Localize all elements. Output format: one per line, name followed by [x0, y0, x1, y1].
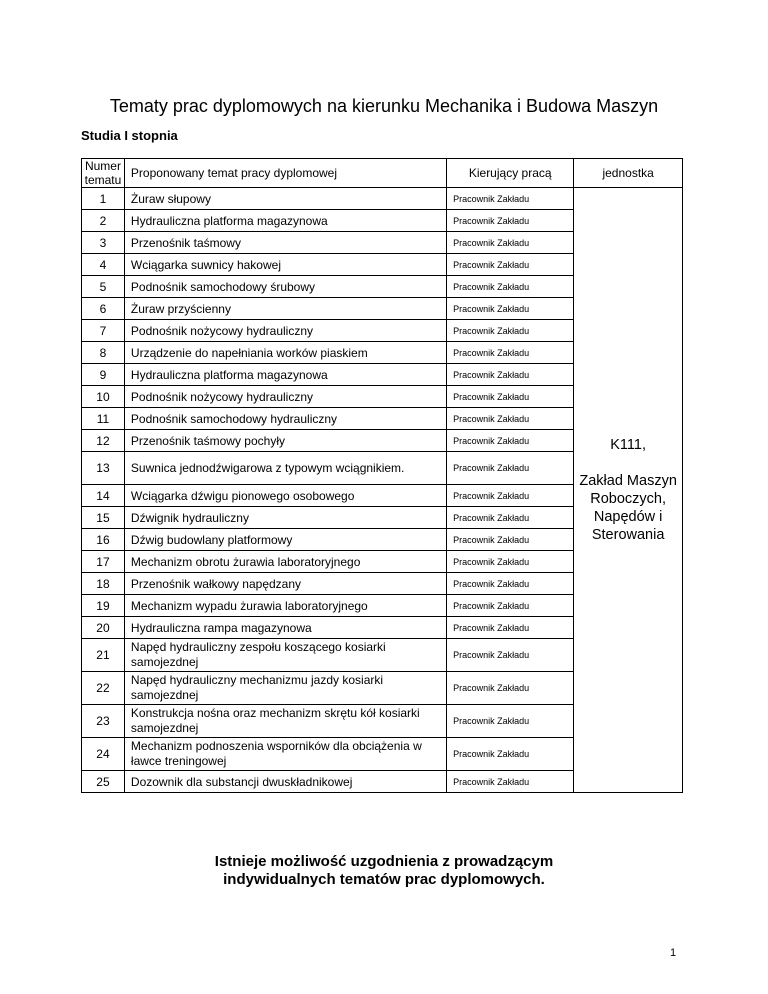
- row-topic: Mechanizm wypadu żurawia laboratoryjnego: [124, 595, 446, 617]
- row-supervisor: Pracownik Zakładu: [447, 430, 574, 452]
- page-title: Tematy prac dyplomowych na kierunku Mechanika i Budowa Maszyn: [109, 96, 659, 116]
- table-body: [82, 188, 683, 793]
- row-topic: Dozownik dla substancji dwuskładnikowej: [124, 771, 446, 793]
- row-number: 21: [82, 639, 125, 672]
- row-topic: Mechanizm podnoszenia wsporników dla obciążenia w ławce treningowej: [124, 738, 446, 771]
- row-topic: Dźwignik hydrauliczny: [124, 507, 446, 529]
- row-supervisor: Pracownik Zakładu: [447, 485, 574, 507]
- unit-name: Zakład Maszyn Roboczych, Napędów i Sterowania: [579, 473, 677, 543]
- row-topic: Żuraw przyścienny: [124, 298, 446, 320]
- row-topic: Mechanizm obrotu żurawia laboratoryjnego: [124, 551, 446, 573]
- row-topic: Podnośnik samochodowy hydrauliczny: [124, 408, 446, 430]
- unit-code: K111,: [610, 437, 647, 453]
- topics-table: [81, 158, 683, 793]
- row-number: 3: [82, 232, 125, 254]
- row-supervisor: Pracownik Zakładu: [447, 738, 574, 771]
- row-topic: Hydrauliczna platforma magazynowa: [124, 364, 446, 386]
- row-number: 8: [82, 342, 125, 364]
- row-topic: Podnośnik nożycowy hydrauliczny: [124, 320, 446, 342]
- row-number: 13: [82, 452, 125, 485]
- row-supervisor: Pracownik Zakładu: [447, 254, 574, 276]
- row-number: 14: [82, 485, 125, 507]
- row-supervisor: Pracownik Zakładu: [447, 617, 574, 639]
- row-supervisor: Pracownik Zakładu: [447, 188, 574, 210]
- header-unit: jednostka: [574, 159, 683, 188]
- row-topic: Przenośnik taśmowy: [124, 232, 446, 254]
- row-supervisor: Pracownik Zakładu: [447, 276, 574, 298]
- row-supervisor: Pracownik Zakładu: [447, 232, 574, 254]
- row-number: 17: [82, 551, 125, 573]
- row-topic: Napęd hydrauliczny zespołu koszącego kosiarki samojezdnej: [124, 639, 446, 672]
- row-topic: Napęd hydrauliczny mechanizmu jazdy kosiarki samojezdnej: [124, 672, 446, 705]
- row-supervisor: Pracownik Zakładu: [447, 210, 574, 232]
- row-number: 9: [82, 364, 125, 386]
- row-topic: Podnośnik samochodowy śrubowy: [124, 276, 446, 298]
- row-topic: Dźwig budowlany platformowy: [124, 529, 446, 551]
- row-number: 19: [82, 595, 125, 617]
- row-supervisor: Pracownik Zakładu: [447, 771, 574, 793]
- table-header-row: [82, 159, 683, 188]
- row-topic: Przenośnik taśmowy pochyły: [124, 430, 446, 452]
- row-number: 20: [82, 617, 125, 639]
- row-number: 11: [82, 408, 125, 430]
- row-supervisor: Pracownik Zakładu: [447, 408, 574, 430]
- row-number: 1: [82, 188, 125, 210]
- row-number: 6: [82, 298, 125, 320]
- row-topic: Urządzenie do napełniania worków piaskiem: [124, 342, 446, 364]
- row-number: 12: [82, 430, 125, 452]
- row-topic: Wciągarka dźwigu pionowego osobowego: [124, 485, 446, 507]
- table-row: [82, 188, 683, 210]
- row-supervisor: Pracownik Zakładu: [447, 639, 574, 672]
- row-supervisor: Pracownik Zakładu: [447, 452, 574, 485]
- row-topic: Przenośnik wałkowy napędzany: [124, 573, 446, 595]
- subtitle: Studia I stopnia: [81, 128, 178, 143]
- row-number: 5: [82, 276, 125, 298]
- header-topic: Proponowany temat pracy dyplomowej: [124, 159, 446, 188]
- row-supervisor: Pracownik Zakładu: [447, 507, 574, 529]
- header-supervisor: Kierujący pracą: [447, 159, 574, 188]
- row-number: 24: [82, 738, 125, 771]
- row-topic: Podnośnik nożycowy hydrauliczny: [124, 386, 446, 408]
- row-supervisor: Pracownik Zakładu: [447, 705, 574, 738]
- row-number: 4: [82, 254, 125, 276]
- note-text: Istnieje możliwość uzgodnienia z prowadzącym indywidualnych tematów prac dyplomowych.: [214, 853, 554, 888]
- row-number: 25: [82, 771, 125, 793]
- row-supervisor: Pracownik Zakładu: [447, 595, 574, 617]
- row-supervisor: Pracownik Zakładu: [447, 529, 574, 551]
- row-number: 2: [82, 210, 125, 232]
- footer-note: [0, 853, 768, 889]
- row-supervisor: Pracownik Zakładu: [447, 386, 574, 408]
- unit-cell: [574, 188, 683, 793]
- row-topic: Hydrauliczna platforma magazynowa: [124, 210, 446, 232]
- row-supervisor: Pracownik Zakładu: [447, 364, 574, 386]
- row-supervisor: Pracownik Zakładu: [447, 551, 574, 573]
- row-topic: Konstrukcja nośna oraz mechanizm skrętu kół kosiarki samojezdnej: [124, 705, 446, 738]
- row-supervisor: Pracownik Zakładu: [447, 672, 574, 705]
- row-topic: Hydrauliczna rampa magazynowa: [124, 617, 446, 639]
- row-supervisor: Pracownik Zakładu: [447, 573, 574, 595]
- page-number: 1: [670, 947, 677, 959]
- row-supervisor: Pracownik Zakładu: [447, 342, 574, 364]
- header-number: Numer tematu: [82, 159, 125, 188]
- row-supervisor: Pracownik Zakładu: [447, 320, 574, 342]
- row-topic: Żuraw słupowy: [124, 188, 446, 210]
- row-number: 23: [82, 705, 125, 738]
- row-number: 15: [82, 507, 125, 529]
- row-number: 16: [82, 529, 125, 551]
- row-topic: Suwnica jednodźwigarowa z typowym wciągnikiem.: [124, 452, 446, 485]
- row-number: 22: [82, 672, 125, 705]
- row-number: 7: [82, 320, 125, 342]
- row-number: 18: [82, 573, 125, 595]
- row-supervisor: Pracownik Zakładu: [447, 298, 574, 320]
- row-number: 10: [82, 386, 125, 408]
- row-topic: Wciągarka suwnicy hakowej: [124, 254, 446, 276]
